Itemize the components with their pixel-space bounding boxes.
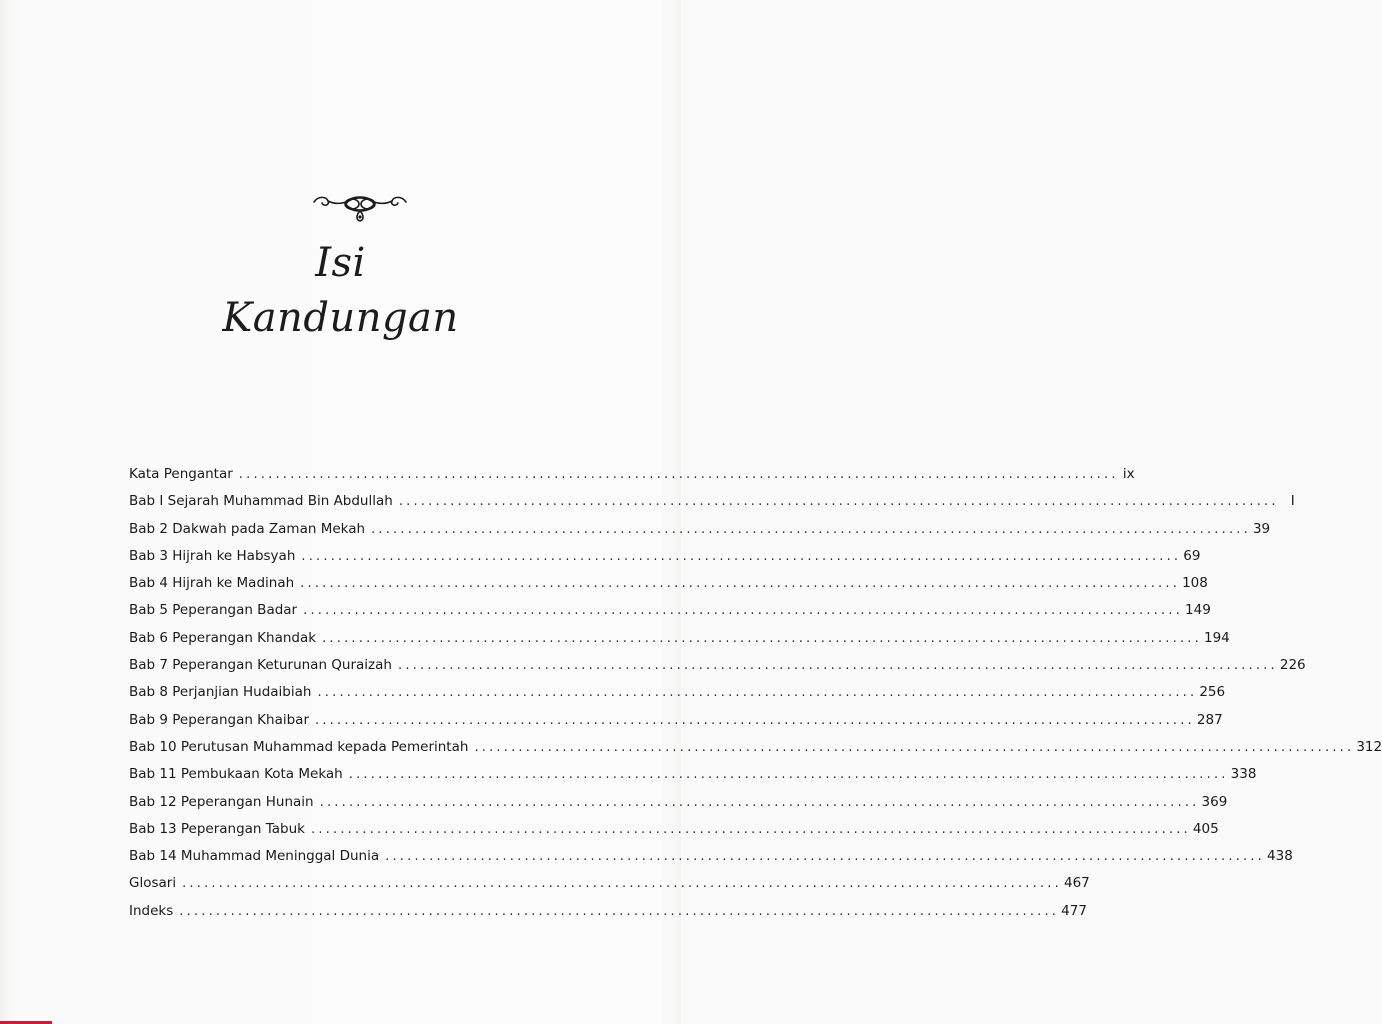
toc-entry [129,602,1211,629]
toc-entry-page-number: 194 [1203,629,1230,646]
toc-entry-page-number: ix [1122,466,1135,482]
toc-entry-label: Bab 12 Peperangan Hunain [129,793,314,810]
toc-dot-leader: ........................................................................................................................ [385,849,1266,865]
toc-entry-label: Bab 3 Hijrah ke Habsyah [129,547,296,564]
page-title-line-2: Kandungan [222,295,459,341]
floral-ornament-icon [310,190,410,226]
toc-entry [129,848,1293,875]
toc-entry-label: Bab 10 Perutusan Muhammad kepada Pemerintah [129,738,469,755]
toc-entry-page-number: 369 [1201,793,1228,810]
toc-entry [129,547,1201,575]
toc-entry [129,902,1087,930]
toc-dot-leader: ........................................................................................................................ [348,767,1229,783]
toc-dot-leader: ........................................................................................................................ [315,712,1195,728]
toc-entry [129,657,1306,684]
toc-dot-leader: ........................................................................................................................ [319,794,1200,810]
toc-entry [129,875,1090,902]
toc-dot-leader: ........................................................................................................................ [182,876,1062,892]
toc-entry-label: Bab I Sejarah Muhammad Bin Abdullah [129,493,393,510]
toc-entry-label: Bab 14 Muhammad Meninggal Dunia [129,848,380,865]
toc-dot-leader: ........................................................................................................................ [474,739,1355,755]
toc-entry-page-number: 39 [1252,520,1271,537]
toc-entry-page-number: 69 [1183,547,1201,564]
toc-entry [129,738,1382,766]
table-of-contents [129,466,1382,930]
toc-dot-leader: ........................................................................................................................ [322,630,1202,646]
toc-entry-page-number: 467 [1063,875,1090,892]
toc-entry-label: Bab 2 Dakwah pada Zaman Mekah [129,520,366,537]
toc-entry-label: Bab 8 Perjanjian Hudaibiah [129,684,312,701]
toc-entry-page-number: 256 [1199,684,1226,701]
toc-dot-leader: ........................................................................................................................ [311,821,1191,837]
toc-entry-page-number: 226 [1279,657,1306,674]
toc-entry [129,684,1226,711]
toc-dot-leader: ........................................................................................................................ [397,658,1278,674]
toc-entry-label: Bab 7 Peperangan Keturunan Quraizah [129,657,392,674]
toc-dot-leader: ........................................................................................................................ [303,603,1184,619]
toc-entry-page-number: 338 [1230,766,1257,783]
toc-entry-page-number: 405 [1192,820,1219,837]
toc-dot-leader: ........................................................................................................................ [300,576,1181,592]
toc-entry-label: Bab 5 Peperangan Badar [129,602,298,619]
toc-entry [129,575,1208,602]
toc-entry-label: Bab 6 Peperangan Khandak [129,629,317,646]
toc-entry-page-number: 149 [1185,602,1211,619]
toc-dot-leader: ........................................................................................................................ [317,685,1198,701]
toc-entry [129,766,1257,793]
toc-entry [129,520,1271,548]
toc-entry-page-number: I [1290,493,1295,510]
toc-entry [129,466,1135,493]
toc-dot-leader: ........................................................................................................................ [238,467,1119,482]
toc-entry-page-number: 312 [1356,738,1382,755]
toc-entry-label: Kata Pengantar [129,466,233,482]
toc-dot-leader: ........................................................................................................................ [301,548,1182,564]
toc-entry-label: Bab 11 Pembukaan Kota Mekah [129,766,343,783]
toc-dot-leader: ........................................................................................................................ [371,521,1251,537]
toc-entry-page-number: 287 [1196,711,1223,728]
toc-entry-label: Glosari [129,875,177,892]
toc-dot-leader: ........................................................................................................................ [179,903,1060,919]
page-title-line-1: Isi [315,240,366,286]
toc-entry-label: Bab 13 Peperangan Tabuk [129,820,306,837]
toc-entry [129,493,1295,520]
toc-entry-label: Bab 4 Hijrah ke Madinah [129,575,295,592]
toc-entry-page-number: 477 [1061,902,1087,919]
toc-entry [129,793,1228,821]
toc-entry-label: Bab 9 Peperangan Khaibar [129,711,310,728]
toc-dot-leader: ........................................................................................................................ [398,494,1279,510]
toc-entry [129,820,1219,848]
toc-entry-label: Indeks [129,902,174,919]
toc-entry [129,629,1230,657]
toc-entry [129,711,1223,739]
toc-entry-page-number: 108 [1182,575,1208,592]
toc-entry-page-number: 438 [1267,848,1293,865]
